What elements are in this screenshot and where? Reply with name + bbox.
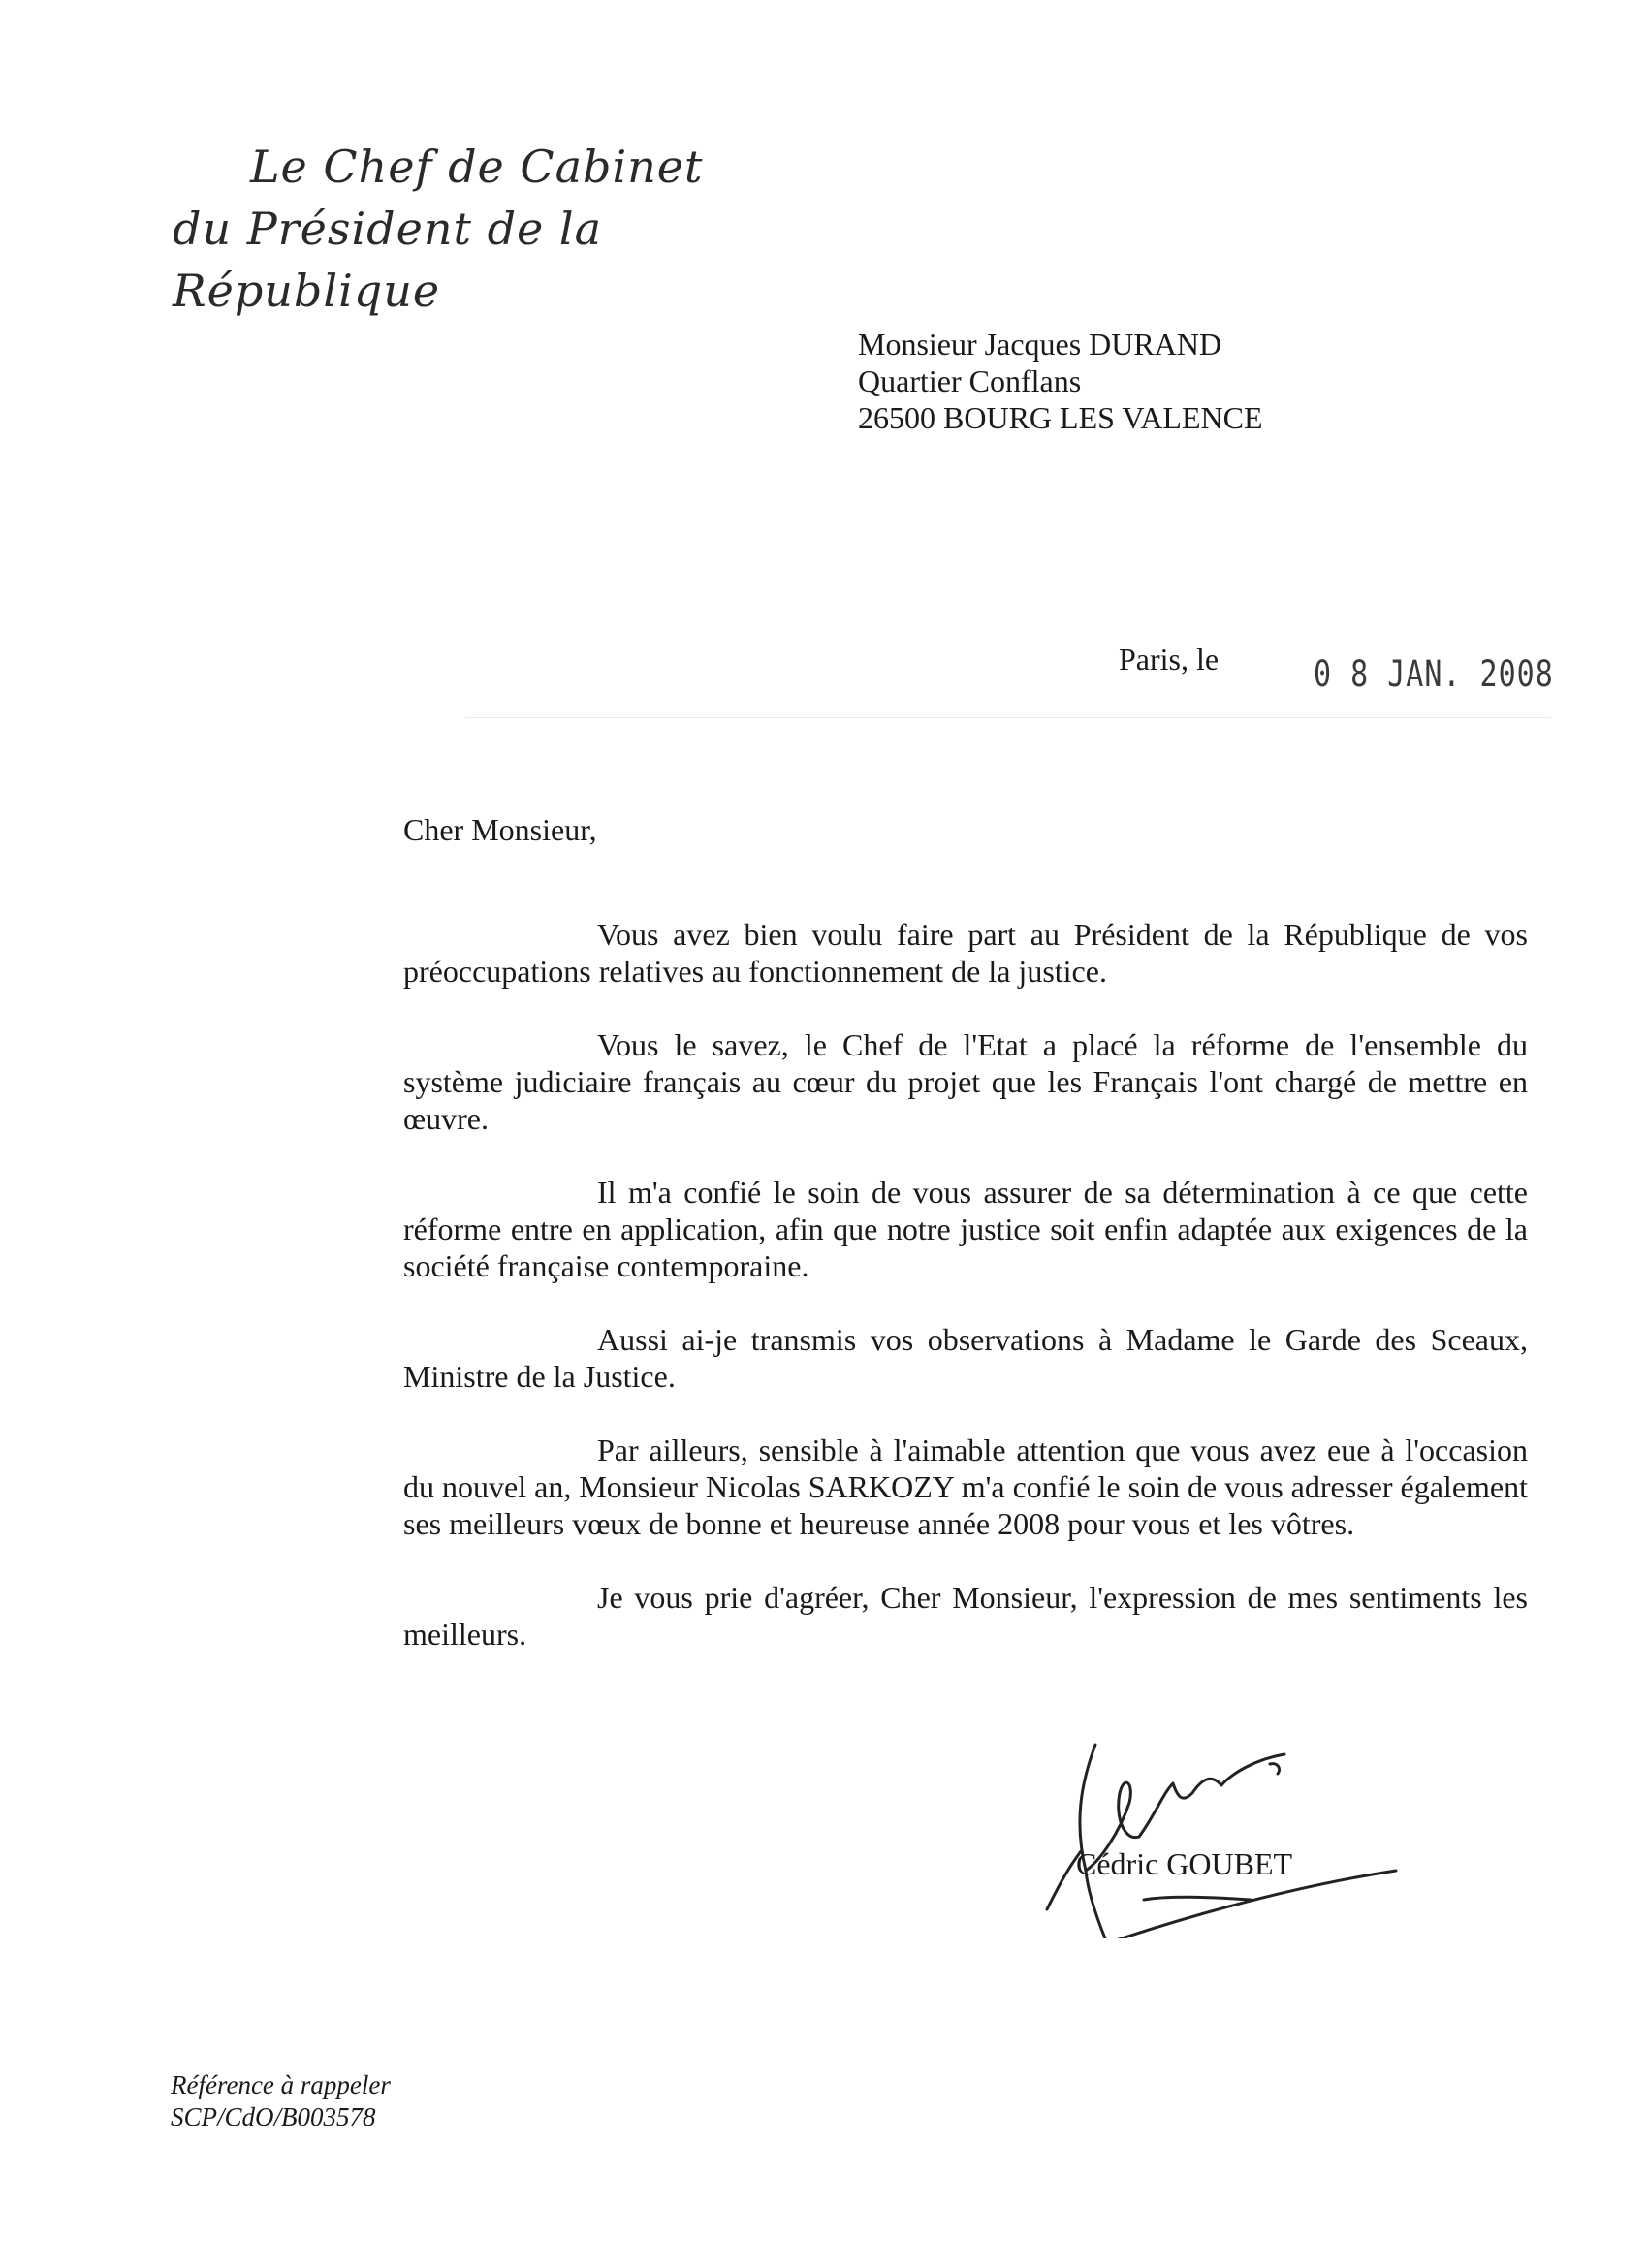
recipient-name: Monsieur Jacques DURAND (858, 327, 1222, 362)
paragraph: Vous avez bien voulu faire part au Président de la République de vos préoccupations relatives au fonctionnement de la justice. (403, 917, 1528, 989)
paragraph: Par ailleurs, sensible à l'aimable attention que vous avez eue à l'occasion du nouvel an, Monsieur Nicolas SARKOZY m'a confié le soin de vous adresser également ses meilleurs vœux de bonne et heureuse année 2008 pour vous et les vôtres. (403, 1433, 1528, 1541)
salutation: Cher Monsieur, (403, 812, 597, 847)
reference-block (171, 2069, 391, 2133)
closing-paragraph: Je vous prie d'agréer, Cher Monsieur, l'expression de mes sentiments les meilleurs. (403, 1580, 1528, 1652)
recipient-address (858, 326, 1263, 436)
date-place: Paris, le (1119, 642, 1220, 677)
reference-code: SCP/CdO/B003578 (171, 2102, 376, 2131)
paragraph: Vous le savez, le Chef de l'Etat a placé la réforme de l'ensemble du système judiciaire français au cœur du projet que les Français l'ont chargé de mettre en œuvre. (403, 1027, 1528, 1136)
handwritten-signature (1028, 1725, 1415, 1938)
divider (465, 717, 1551, 718)
letterhead-line-2: du Président de la République (173, 203, 603, 317)
date-stamp: 0 8 JAN. 2008 (1314, 653, 1554, 696)
signatory-name: Cédric GOUBET (1076, 1846, 1293, 1881)
recipient-street: Quartier Conflans (858, 363, 1082, 398)
recipient-city: 26500 BOURG LES VALENCE (858, 400, 1263, 435)
letter-body (403, 916, 1528, 1653)
letterhead (173, 136, 715, 322)
letterhead-line-1: Le Chef de Cabinet (250, 141, 704, 193)
paragraph: Il m'a confié le soin de vous assurer de sa détermination à ce que cette réforme entre en application, afin que notre justice soit enfin adaptée aux exigences de la société française contemporaine. (403, 1175, 1528, 1283)
paragraph: Aussi ai-je transmis vos observations à Madame le Garde des Sceaux, Ministre de la Justice. (403, 1322, 1528, 1394)
reference-label: Référence à rappeler (171, 2070, 391, 2099)
